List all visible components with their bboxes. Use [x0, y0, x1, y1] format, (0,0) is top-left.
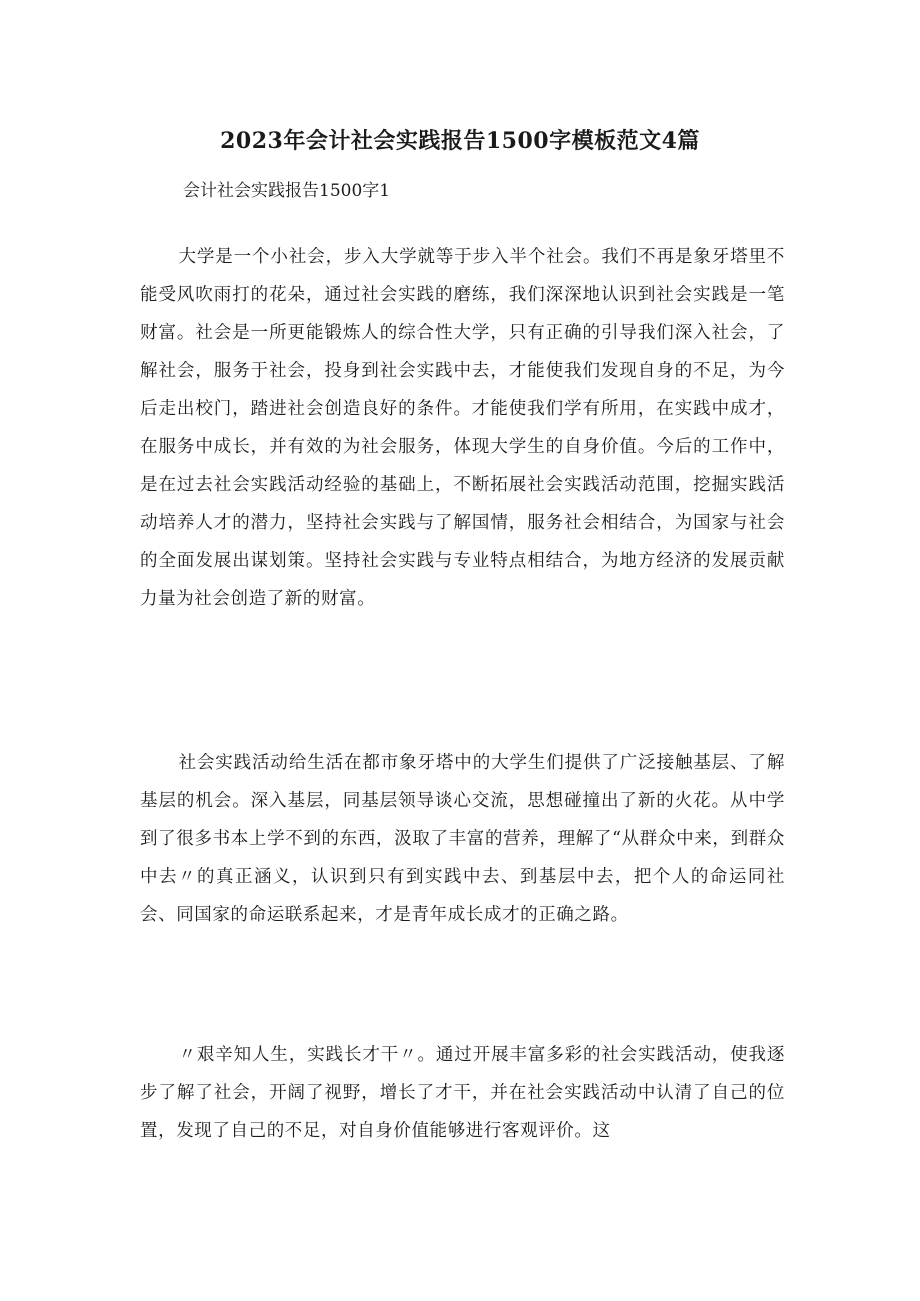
paragraph-2: 社会实践活动给生活在都市象牙塔中的大学生们提供了广泛接触基层、了解基层的机会。深入基层，同基层领导谈心交流，思想碰撞出了新的火花。从中学到了很多书本上学不到的东西，汲取了丰富的营养，理解了“从群众中来，到群众中去〃的真正涵义，认识到只有到实践中去、到基层中去，把个人的命运同社会、同国家的命运联系起来，才是青年成长成才的正确之路。	[140, 753, 785, 925]
paragraph-1: 大学是一个小社会，步入大学就等于步入半个社会。我们不再是象牙塔里不能受风吹雨打的花朵，通过社会实践的磨练，我们深深地认识到社会实践是一笔财富。社会是一所更能锻炼人的综合性大学，只有正确的引导我们深入社会，了解社会，服务于社会，投身到社会实践中去，才能使我们发现自身的不足，为今后走出校门，踏进社会创造良好的条件。才能使我们学有所用，在实践中成才，在服务中成长，并有效的为社会服务，体现大学生的自身价值。今后的工作中，是在过去社会实践活动经验的基础上，不断拓展社会实践活动范围，挖掘实践活动培养人才的潜力，坚持社会实践与了解国情，服务社会相结合，为国家与社会的全面发展出谋划策。坚持社会实践与专业特点相结合，为地方经济的发展贡献力量为社会创造了新的财富。	[140, 247, 785, 609]
section-subtitle: 会计社会实践报告1500字1	[183, 181, 391, 201]
document-title: 2023年会计社会实践报告1500字模板范文4篇	[220, 128, 700, 154]
paragraph-3: 〃艰辛知人生，实践长才干〃。通过开展丰富多彩的社会实践活动，使我逐步了解了社会，开阔了视野，增长了才干，并在社会实践活动中认清了自己的位置，发现了自己的不足，对自身价值能够进行客观评价。这	[140, 1045, 785, 1141]
